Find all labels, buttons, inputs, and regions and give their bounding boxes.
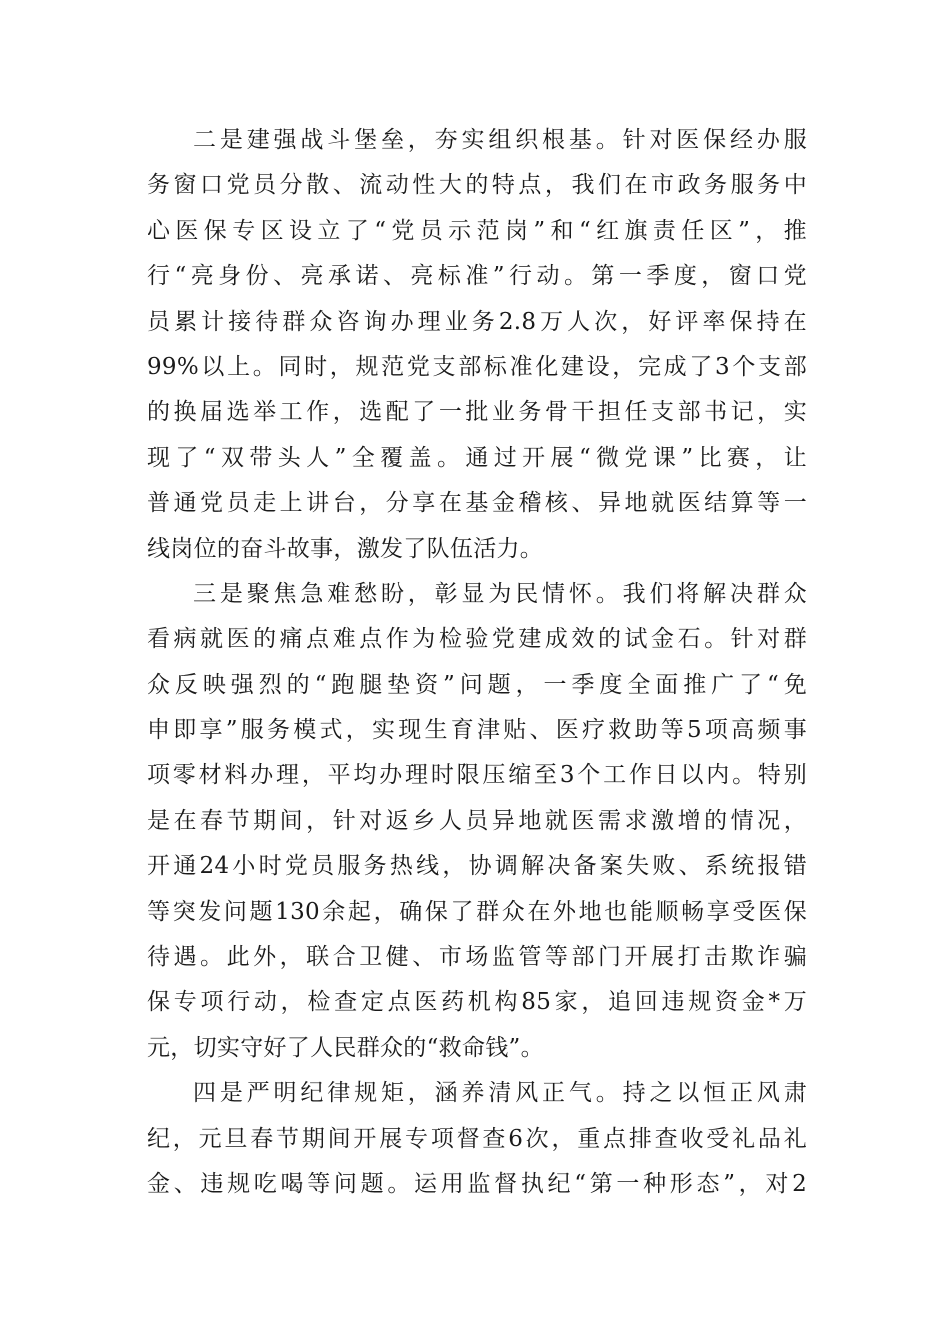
paragraph-line: 纪，元旦春节期间开展专项督查6次，重点排查收受礼品礼 [147,1125,807,1152]
paragraph-line: 现了“双带头人”全覆盖。通过开展“微党课”比赛，让 [147,444,807,471]
paragraph-line: 的换届选举工作，选配了一批业务骨干担任支部书记，实 [147,399,807,426]
paragraph-line: 员累计接待群众咨询办理业务2.8万人次，好评率保持在 [147,308,807,335]
paragraph-line: 申即享”服务模式，实现生育津贴、医疗救助等5项高频事 [147,717,807,744]
paragraph-line: 等突发问题130余起，确保了群众在外地也能顺畅享受医保 [147,898,807,925]
paragraph-line: 四是严明纪律规矩，涵养清风正气。持之以恒正风肃 [193,1080,807,1107]
paragraph-line: 元，切实守好了人民群众的“救命钱”。 [147,1034,544,1061]
paragraph-line: 开通24小时党员服务热线，协调解决备案失败、系统报错 [147,853,807,880]
paragraph-line: 众反映强烈的“跑腿垫资”问题，一季度全面推广了“免 [147,671,807,698]
paragraph-line: 项零材料办理，平均办理时限压缩至3个工作日以内。特别 [147,762,807,789]
body-text [147,118,807,1207]
paragraph-line: 99%以上。同时，规范党支部标准化建设，完成了3个支部 [147,353,807,380]
paragraph-line: 金、违规吃喝等问题。运用监督执纪“第一种形态”，对2 [147,1170,807,1197]
paragraph-line: 是在春节期间，针对返乡人员异地就医需求激增的情况， [147,807,807,834]
paragraph-line: 看病就医的痛点难点作为检验党建成效的试金石。针对群 [147,626,807,653]
paragraph-line: 待遇。此外，联合卫健、市场监管等部门开展打击欺诈骗 [147,944,807,971]
paragraph-line: 务窗口党员分散、流动性大的特点，我们在市政务服务中 [147,172,807,199]
paragraph-line: 三是聚焦急难愁盼，彰显为民情怀。我们将解决群众 [193,580,807,607]
paragraph-line: 行“亮身份、亮承诺、亮标准”行动。第一季度，窗口党 [147,263,807,290]
paragraph-line: 保专项行动，检查定点医药机构85家，追回违规资金*万 [147,989,807,1016]
paragraph-line: 线岗位的奋斗故事，激发了队伍活力。 [147,535,544,562]
paragraph-line: 普通党员走上讲台，分享在基金稽核、异地就医结算等一 [147,490,807,517]
paragraph-line: 心医保专区设立了“党员示范岗”和“红旗责任区”，推 [147,217,807,244]
paragraph-line: 二是建强战斗堡垒，夯实组织根基。针对医保经办服 [193,127,807,153]
